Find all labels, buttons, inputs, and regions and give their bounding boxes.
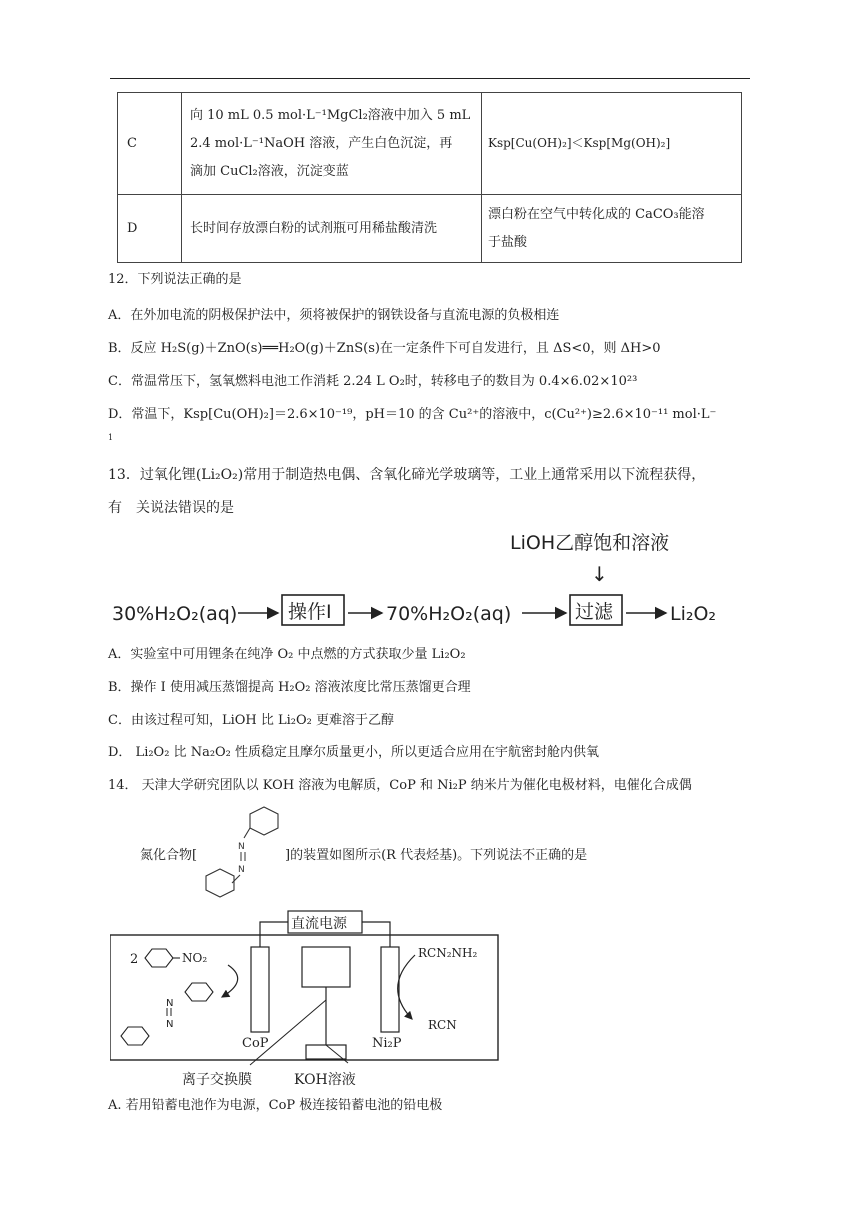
cop-label: CoP [242, 1036, 269, 1051]
benzene-ring-icon [250, 807, 278, 835]
q13-stem-line-1: 13．过氧化锂(Li₂O₂)常用于制造热电偶、含氧化碲光学玻璃等，工业上通常采用以下流程获得， [108, 467, 706, 483]
benzene-ring-icon [206, 869, 234, 897]
reaction-arrow [222, 965, 238, 997]
benzene-ring-icon [145, 949, 173, 967]
koh-solution-label: KOH溶液 [294, 1072, 356, 1088]
ni2p-electrode [381, 947, 399, 1032]
exp-line-3: 滴加 CuCl₂溶液，沉淀变蓝 [190, 163, 349, 179]
flow-start: 30%H₂O₂(aq) [112, 603, 238, 625]
flow-step1: 操作Ⅰ [288, 601, 332, 623]
azo-n-label: N [238, 842, 245, 852]
concl-line-1: 漂白粉在空气中转化成的 CaCO₃能溶 [488, 206, 705, 222]
experiment-table [117, 92, 742, 263]
flow-mid: 70%H₂O₂(aq) [386, 603, 512, 625]
q12-stem: 12．下列说法正确的是 [108, 272, 242, 287]
q13-option-a: A．实验室中可用锂条在纯净 O₂ 中点燃的方式获取少量 Li₂O₂ [108, 647, 466, 662]
li2o2-process-flow [110, 525, 730, 640]
q14-stem-line-1: 14． 天津大学研究团队以 KOH 溶液为电解质，CoP 和 Ni₂P 纳米片为催化电极材料，电催化合成偶 [108, 778, 692, 793]
exp-line-1: 向 10 mL 0.5 mol·L⁻¹MgCl₂溶液中加入 5 mL [190, 107, 471, 123]
membrane-top-block [302, 947, 350, 987]
cop-electrode [251, 947, 269, 1032]
q13-option-d: D． Li₂O₂ 比 Na₂O₂ 性质稳定且摩尔质量更小，所以更适合应用在宇航密封舱内供氧 [108, 745, 600, 760]
header-rule [110, 78, 750, 79]
conclusion-text: Ksp[Cu(OH)₂]＜Ksp[Mg(OH)₂] [488, 136, 671, 150]
power-supply-label: 直流电源 [291, 916, 347, 932]
membrane-label: 离子交换膜 [182, 1072, 252, 1088]
flow-down-arrow: ↓ [591, 562, 608, 586]
right-product-label: RCN [428, 1018, 457, 1032]
q14-stem-part-b: ]的装置如图所示(R 代表烃基)。下列说法不正确的是 [285, 848, 588, 863]
electrolysis-device-diagram [110, 905, 510, 1075]
bond [244, 828, 250, 838]
q12-option-d: D．常温下，Ksp[Cu(OH)₂]＝2.6×10⁻¹⁹，pH＝10 的含 Cu²⁺的溶液中，c(Cu²⁺)≥2.6×10⁻¹¹ mol·L⁻ [108, 407, 717, 422]
q13-option-c: C．由该过程可知，LiOH 比 Li₂O₂ 更难溶于乙醇 [108, 713, 395, 728]
flow-end: Li₂O₂ [670, 603, 717, 625]
q14-stem-part-a: 氮化合物[ [140, 848, 198, 863]
reaction-arrow [398, 955, 415, 1019]
conclusion-cell [482, 195, 742, 263]
q14-option-a: A. 若用铅蓄电池作为电源，CoP 极连接铅蓄电池的铅电极 [108, 1098, 443, 1113]
azo-n-label: N [238, 865, 245, 875]
table-row-c [118, 93, 742, 195]
table-row-d [118, 195, 742, 263]
benzene-ring-icon [185, 983, 213, 1001]
q12-option-b: B．反应 H₂S(g)＋ZnO(s)══H₂O(g)＋ZnS(s)在一定条件下可自发进行，且 ΔS<0，则 ΔH>0 [108, 341, 661, 356]
experiment-cell: 长时间存放漂白粉的试剂瓶可用稀盐酸清洗 [182, 195, 482, 263]
q12-option-d-tail: 1 [108, 433, 114, 442]
benzene-ring-icon [121, 1027, 149, 1045]
flow-top-reagent: LiOH乙醇饱和溶液 [510, 532, 670, 554]
azobenzene-structure [200, 805, 295, 900]
flow-step2: 过滤 [575, 601, 614, 623]
row-label: D [118, 195, 182, 263]
azo-n-label: N [166, 1019, 174, 1030]
experiment-cell [182, 93, 482, 195]
right-reactant-label: RCN₂NH₂ [418, 946, 478, 960]
exp-line-2: 2.4 mol·L⁻¹NaOH 溶液，产生白色沉淀，再 [190, 135, 453, 151]
conclusion-cell [482, 93, 742, 195]
q12-option-c: C．常温常压下，氢氧燃料电池工作消耗 2.24 L O₂时，转移电子的数目为 0.4×6.02×10²³ [108, 374, 638, 389]
concl-line-2: 于盐酸 [488, 234, 528, 250]
q13-stem-line-2: 有 关说法错误的是 [108, 500, 234, 516]
reactant-coefficient: 2 [130, 952, 139, 967]
nitro-group-label: NO₂ [182, 951, 208, 965]
azo-n-label: N [166, 998, 174, 1009]
q12-option-a: A．在外加电流的阴极保护法中，须将被保护的钢铁设备与直流电源的负极相连 [108, 308, 560, 323]
row-label: C [118, 93, 182, 195]
q13-option-b: B．操作 I 使用减压蒸馏提高 H₂O₂ 溶液浓度比常压蒸馏更合理 [108, 680, 471, 695]
ni2p-label: Ni₂P [372, 1036, 402, 1051]
